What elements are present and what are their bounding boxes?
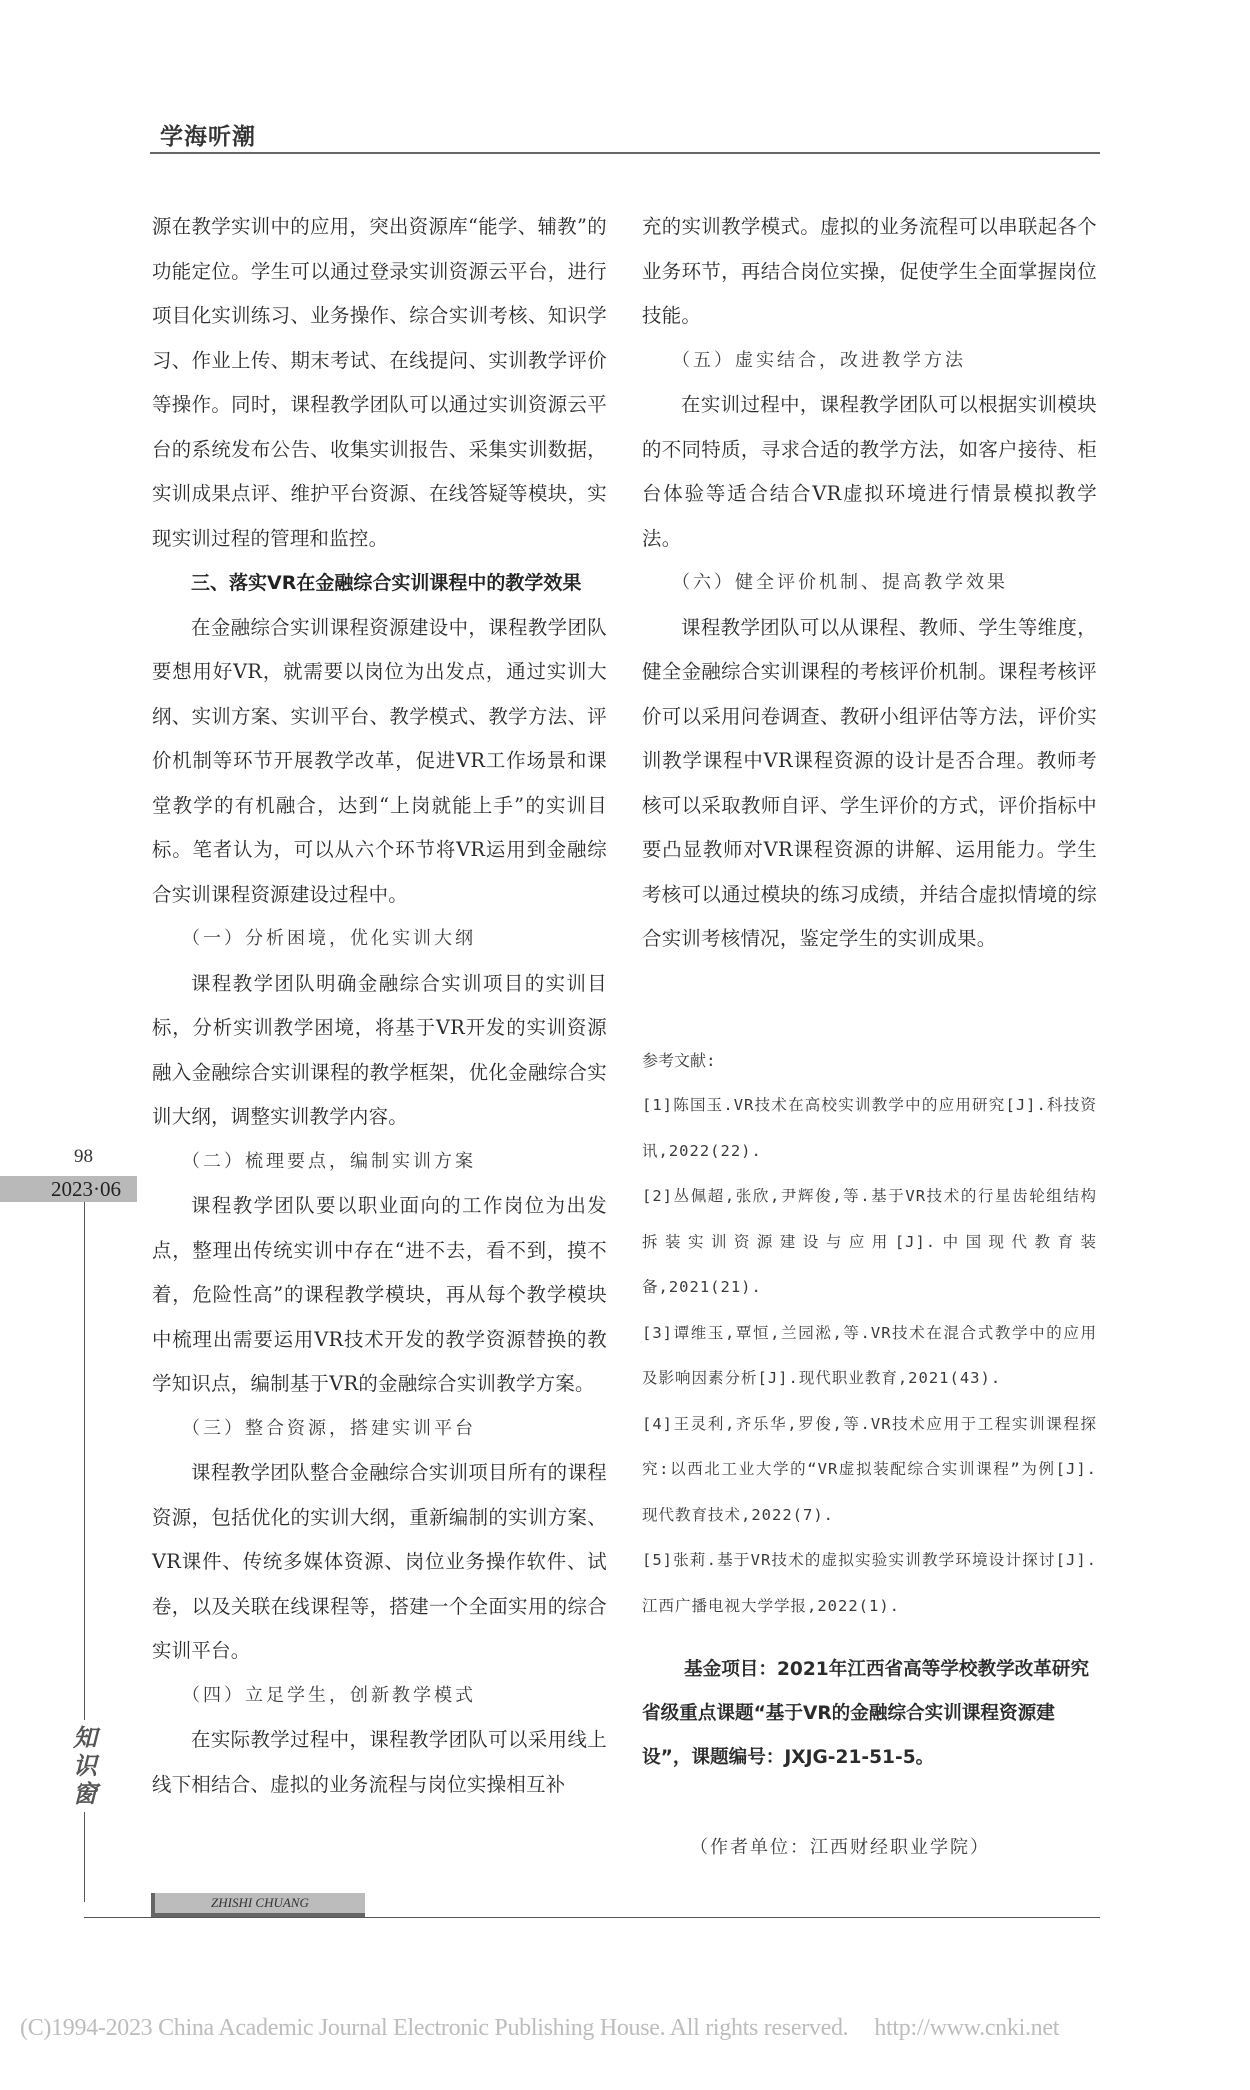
subsection-heading: （一）分析困境，优化实训大纲 [182,928,476,949]
fund-project: 基金项目：2021年江西省高等学校教学改革研究省级重点课题“基于VR的金融综合实训课程资源建设”，课题编号：JXJG-21-51-5。 [642,1659,1090,1768]
paragraph: 源在教学实训中的应用，突出资源库“能学、辅教”的功能定位。学生可以通过登录实训资源云平台，进行项目化实训练习、业务操作、综合实训考核、知识学习、作业上传、期末考试、在线提问、实训教学评价等操作。同时，课程教学团队可以通过实训资源云平台的系统发布公告、收集实训报告、采集实训数据，实训成果点评、维护平台资源、在线答疑等模块，实现实训过程的管理和监控。 [152,215,607,550]
subsection-heading: （五）虚实结合，改进教学方法 [672,349,966,371]
header-rule [150,152,1100,154]
copyright-url: http://www.cnki.net [874,2015,1060,2041]
column-logo: 知识窗 [72,1720,98,1812]
paragraph: 课程教学团队整合金融综合实训项目所有的课程资源，包括优化的实训大纲，重新编制的实训方案、VR课件、传统多媒体资源、岗位业务操作软件、试卷，以及关联在线课程等，搭建一个全面实用的综合实训平台。 [152,1461,607,1662]
footer-rule [84,1917,1100,1918]
copyright-notice [20,2015,1059,2042]
subsection-heading: （六）健全评价机制、提高教学效果 [672,572,1008,593]
paragraph: 课程教学团队明确金融综合实训项目的实训目标，分析实训教学困境，将基于VR开发的实训资源融入金融综合实训课程的教学框架，优化金融综合实训大纲，调整实训教学内容。 [152,971,607,1128]
subsection-heading: （四）立足学生，创新教学模式 [182,1684,476,1706]
running-title: 学海听潮 [160,124,256,150]
page-number: 98 [74,1146,93,1167]
footer-tab [151,1893,365,1917]
reference-item: [1]陈国玉.VR技术在高校实训教学中的应用研究[J].科技资讯,2022(22). [642,1096,1097,1160]
paragraph: 在实际教学过程中，课程教学团队可以采用线上线下相结合、虚拟的业务流程与岗位实操相互补 [152,1728,607,1796]
issue-badge [0,1176,137,1202]
right-column [642,205,1097,962]
reference-item: [5]张莉.基于VR技术的虚拟实验实训教学环境设计探讨[J].江西广播电视大学学报,2022(1). [642,1551,1097,1615]
reference-item: [4]王灵利,齐乐华,罗俊,等.VR技术应用于工程实训课程探究:以西北工业大学的“VR虚拟装配综合实训课程”为例[J].现代教育技术,2022(7). [642,1414,1097,1524]
issue-date: 2023·06 [51,1177,121,1201]
paragraph: 课程教学团队要以职业面向的工作岗位为出发点，整理出传统实训中存在“进不去，看不到，摸不着，危险性高”的课程教学模块，再从每个教学模块中梳理出需要运用VR技术开发的教学资源替换的教学知识点，编制基于VR的金融综合实训教学方案。 [152,1194,607,1395]
subsection-heading: （二）梳理要点，编制实训方案 [182,1150,476,1172]
references-heading: 参考文献: [642,1051,716,1070]
copyright-text: (C)1994-2023 China Academic Journal Electronic Publishing House. All rights reserved. [20,2015,849,2041]
left-column [152,205,607,1807]
reference-item: [3]谭维玉,覃恒,兰园淞,等.VR技术在混合式教学中的应用及影响因素分析[J].现代职业教育,2021(43). [642,1323,1097,1387]
paragraph: 课程教学团队可以从课程、教师、学生等维度，健全金融综合实训课程的考核评价机制。课程考核评价可以采用问卷调查、教研小组评估等方法，评价实训教学课程中VR课程资源的设计是否合理。教师考核可以采取教师自评、学生评价的方式，评价指标中要凸显教师对VR课程资源的讲解、运用能力。学生考核可以通过模块的练习成绩，并结合虚拟情境的综合实训考核情况，鉴定学生的实训成果。 [642,615,1097,950]
reference-item: [2]丛佩超,张欣,尹辉俊,等.基于VR技术的行星齿轮组结构拆装实训资源建设与应用[J].中国现代教育装备,2021(21). [642,1187,1097,1296]
footer-tab-label: ZHISHI CHUANG [211,1895,309,1910]
paragraph: 在实训过程中，课程教学团队可以根据实训模块的不同特质，寻求合适的教学方法，如客户接待、柜台体验等适合结合VR虚拟环境进行情景模拟教学法。 [642,393,1097,550]
author-affiliation: （作者单位：江西财经职业学院） [690,1837,990,1858]
section-heading: 三、落实VR在金融综合实训课程中的教学效果 [191,572,582,594]
paragraph: 在金融综合实训课程资源建设中，课程教学团队要想用好VR，就需要以岗位为出发点，通过实训大纲、实训方案、实训平台、教学模式、教学方法、评价机制等环节开展教学改革，促进VR工作场景和课堂教学的有机融合，达到“上岗就能上手”的实训目标。笔者认为，可以从六个环节将VR运用到金融综合实训课程资源建设过程中。 [152,615,607,906]
paragraph: 充的实训教学模式。虚拟的业务流程可以串联起各个业务环节，再结合岗位实操，促使学生全面掌握岗位技能。 [642,215,1097,327]
references [642,1045,1097,1629]
subsection-heading: （三）整合资源，搭建实训平台 [182,1417,476,1439]
